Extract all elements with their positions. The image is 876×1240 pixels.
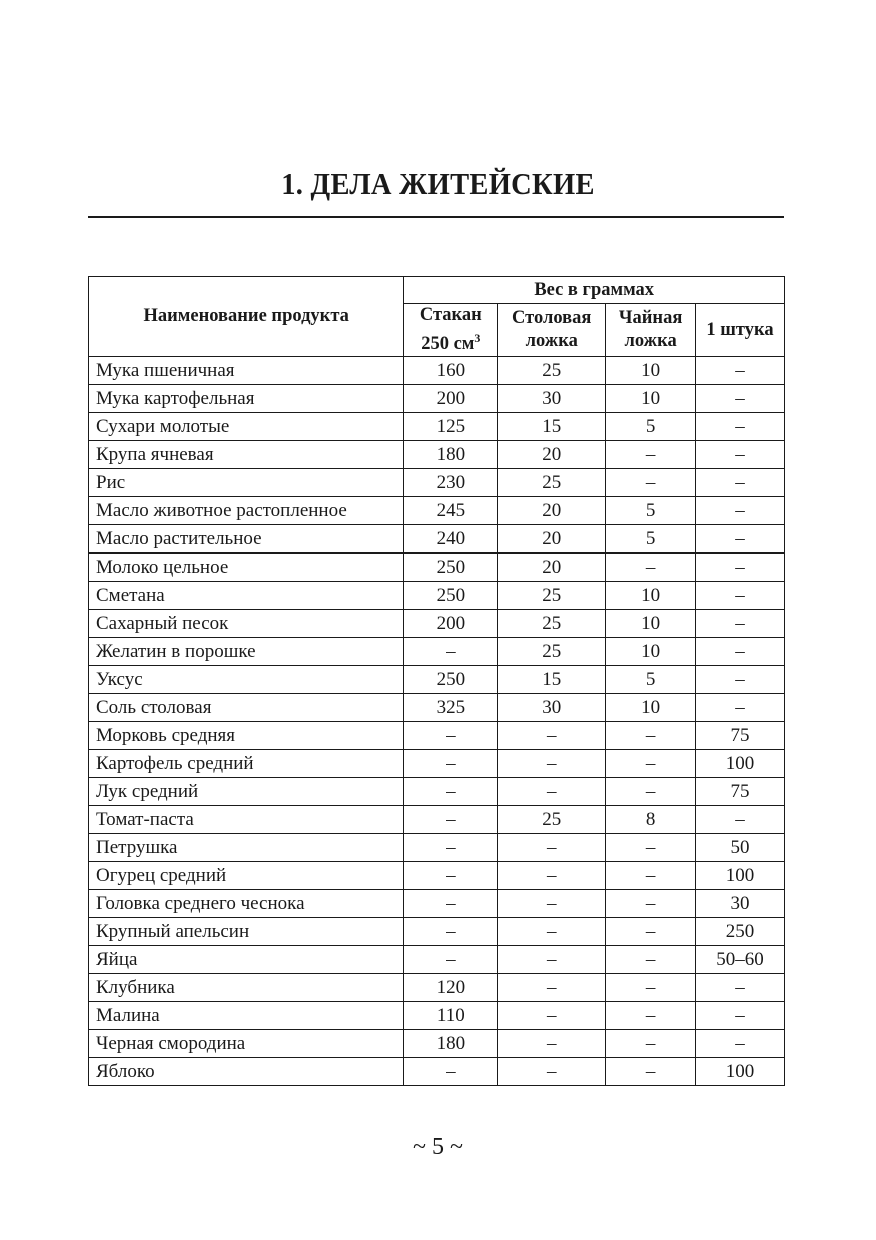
table-row xyxy=(89,834,785,862)
weight-cell-tbsp: 15 xyxy=(498,666,606,694)
product-name-cell: Петрушка xyxy=(89,834,404,862)
table-row xyxy=(89,413,785,441)
weight-cell-tsp: – xyxy=(606,834,696,862)
header-teaspoon xyxy=(606,304,696,357)
table-row xyxy=(89,1002,785,1030)
header-glass xyxy=(404,304,498,357)
weight-cell-tsp: – xyxy=(606,778,696,806)
weight-cell-tsp: 10 xyxy=(606,638,696,666)
weight-cell-piece: – xyxy=(696,610,785,638)
product-name-cell: Масло животное растопленное xyxy=(89,497,404,525)
weight-cell-glass: – xyxy=(404,918,498,946)
weight-cell-piece: – xyxy=(696,1030,785,1058)
table-row xyxy=(89,553,785,582)
table-row xyxy=(89,722,785,750)
weight-cell-tbsp: – xyxy=(498,722,606,750)
product-name-cell: Желатин в порошке xyxy=(89,638,404,666)
table-row xyxy=(89,1058,785,1086)
weight-cell-piece: – xyxy=(696,385,785,413)
product-name-cell: Крупа ячневая xyxy=(89,441,404,469)
product-name-cell: Головка среднего чеснока xyxy=(89,890,404,918)
product-name-cell: Яблоко xyxy=(89,1058,404,1086)
weight-cell-tsp: – xyxy=(606,890,696,918)
table-row xyxy=(89,638,785,666)
weight-cell-glass: 240 xyxy=(404,525,498,554)
weight-cell-tsp: 10 xyxy=(606,610,696,638)
weight-cell-tbsp: 25 xyxy=(498,610,606,638)
weight-cell-piece: – xyxy=(696,413,785,441)
weight-cell-tsp: 10 xyxy=(606,582,696,610)
weight-cell-tbsp: – xyxy=(498,918,606,946)
table-row xyxy=(89,385,785,413)
weight-cell-piece: 75 xyxy=(696,778,785,806)
table-row xyxy=(89,1030,785,1058)
weight-cell-tsp: – xyxy=(606,918,696,946)
weight-cell-piece: 75 xyxy=(696,722,785,750)
weight-cell-tsp: – xyxy=(606,722,696,750)
product-name-cell: Сухари молотые xyxy=(89,413,404,441)
weight-cell-piece: 100 xyxy=(696,1058,785,1086)
header-teaspoon-line1: Чайная xyxy=(618,308,683,329)
weight-cell-tbsp: – xyxy=(498,946,606,974)
weight-cell-piece: – xyxy=(696,1002,785,1030)
title-underline xyxy=(88,216,784,218)
product-name-cell: Уксус xyxy=(89,666,404,694)
product-name-cell: Соль столовая xyxy=(89,694,404,722)
weight-cell-piece: 50 xyxy=(696,834,785,862)
weight-cell-tbsp: – xyxy=(498,778,606,806)
weight-cell-piece: 30 xyxy=(696,890,785,918)
table-row xyxy=(89,862,785,890)
header-tablespoon-line1: Столовая xyxy=(512,308,592,329)
weight-cell-piece: – xyxy=(696,694,785,722)
weight-cell-tsp: 10 xyxy=(606,385,696,413)
table-row xyxy=(89,610,785,638)
weight-cell-piece: 100 xyxy=(696,862,785,890)
weight-cell-tsp: – xyxy=(606,1002,696,1030)
product-name-cell: Молоко цельное xyxy=(89,553,404,582)
product-name-cell: Морковь средняя xyxy=(89,722,404,750)
weight-cell-tsp: – xyxy=(606,1030,696,1058)
weight-cell-tsp: – xyxy=(606,974,696,1002)
weight-cell-tbsp: – xyxy=(498,1030,606,1058)
product-name-cell: Томат-паста xyxy=(89,806,404,834)
table-row xyxy=(89,890,785,918)
weight-cell-piece: – xyxy=(696,666,785,694)
table-row xyxy=(89,694,785,722)
weight-cell-glass: 250 xyxy=(404,582,498,610)
weight-cell-tsp: – xyxy=(606,750,696,778)
header-glass-label: Стакан xyxy=(419,305,482,325)
weight-cell-tsp: 8 xyxy=(606,806,696,834)
weight-cell-piece: 100 xyxy=(696,750,785,778)
header-glass-volume-sup: 3 xyxy=(474,331,481,345)
weight-cell-glass: 180 xyxy=(404,1030,498,1058)
weight-cell-tsp: – xyxy=(606,553,696,582)
weight-cell-tsp: 5 xyxy=(606,413,696,441)
header-piece: 1 штука xyxy=(696,304,785,357)
weight-cell-tbsp: – xyxy=(498,974,606,1002)
table-row xyxy=(89,525,785,554)
table-row xyxy=(89,666,785,694)
product-name-cell: Сметана xyxy=(89,582,404,610)
weight-cell-glass: 160 xyxy=(404,357,498,385)
weight-cell-tbsp: 20 xyxy=(498,497,606,525)
product-name-cell: Крупный апельсин xyxy=(89,918,404,946)
table-header xyxy=(89,277,785,357)
weight-cell-piece: – xyxy=(696,638,785,666)
weight-cell-glass: 200 xyxy=(404,610,498,638)
weight-cell-tsp: – xyxy=(606,469,696,497)
weight-cell-glass: – xyxy=(404,722,498,750)
header-glass-volume: 250 см xyxy=(421,334,475,355)
weight-cell-tbsp: 25 xyxy=(498,469,606,497)
table-body xyxy=(89,357,785,1086)
product-name-cell: Огурец средний xyxy=(89,862,404,890)
product-name-cell: Рис xyxy=(89,469,404,497)
weight-cell-piece: – xyxy=(696,553,785,582)
page-number: ~ 5 ~ xyxy=(413,1134,463,1160)
page-title: 1. ДЕЛА ЖИТЕЙСКИЕ xyxy=(281,166,595,201)
weight-cell-tbsp: – xyxy=(498,1058,606,1086)
weight-cell-glass: – xyxy=(404,1058,498,1086)
weight-cell-tsp: 5 xyxy=(606,497,696,525)
weight-cell-piece: – xyxy=(696,806,785,834)
weight-cell-glass: 325 xyxy=(404,694,498,722)
weight-cell-tbsp: – xyxy=(498,750,606,778)
product-weight-table xyxy=(88,276,785,1086)
product-name-cell: Картофель средний xyxy=(89,750,404,778)
weight-cell-tbsp: 20 xyxy=(498,553,606,582)
product-name-cell: Клубника xyxy=(89,974,404,1002)
table-row xyxy=(89,750,785,778)
weight-cell-tsp: 5 xyxy=(606,525,696,554)
weight-cell-glass: – xyxy=(404,778,498,806)
table-row xyxy=(89,974,785,1002)
weight-cell-piece: – xyxy=(696,582,785,610)
table-row xyxy=(89,806,785,834)
table-row xyxy=(89,469,785,497)
weight-cell-tsp: – xyxy=(606,1058,696,1086)
product-name-cell: Сахарный песок xyxy=(89,610,404,638)
weight-cell-glass: 180 xyxy=(404,441,498,469)
header-product-name: Наименование продукта xyxy=(89,277,404,357)
weight-cell-tsp: – xyxy=(606,946,696,974)
weight-cell-glass: 245 xyxy=(404,497,498,525)
weight-cell-glass: – xyxy=(404,834,498,862)
weight-cell-tbsp: 25 xyxy=(498,357,606,385)
table-row xyxy=(89,497,785,525)
weight-cell-tsp: 10 xyxy=(606,694,696,722)
weight-cell-tsp: – xyxy=(606,441,696,469)
weight-cell-glass: – xyxy=(404,890,498,918)
weight-cell-tbsp: 25 xyxy=(498,582,606,610)
table-row xyxy=(89,918,785,946)
weight-cell-tbsp: 20 xyxy=(498,525,606,554)
weight-cell-tbsp: 15 xyxy=(498,413,606,441)
weight-cell-glass: 200 xyxy=(404,385,498,413)
product-name-cell: Мука пшеничная xyxy=(89,357,404,385)
weight-cell-piece: – xyxy=(696,497,785,525)
weight-cell-glass: – xyxy=(404,638,498,666)
weight-cell-tsp: 5 xyxy=(606,666,696,694)
weight-cell-tsp: 10 xyxy=(606,357,696,385)
weight-cell-glass: – xyxy=(404,862,498,890)
weight-cell-tbsp: – xyxy=(498,862,606,890)
weight-cell-tbsp: 25 xyxy=(498,806,606,834)
table-row xyxy=(89,778,785,806)
product-name-cell: Малина xyxy=(89,1002,404,1030)
weight-cell-piece: 250 xyxy=(696,918,785,946)
weight-cell-glass: – xyxy=(404,806,498,834)
weight-cell-piece: 50–60 xyxy=(696,946,785,974)
weight-cell-glass: 110 xyxy=(404,1002,498,1030)
product-name-cell: Масло растительное xyxy=(89,525,404,554)
header-teaspoon-line2: ложка xyxy=(624,331,677,352)
table-row xyxy=(89,441,785,469)
weight-cell-glass: – xyxy=(404,750,498,778)
weight-cell-tsp: – xyxy=(606,862,696,890)
weight-cell-glass: 250 xyxy=(404,666,498,694)
product-name-cell: Черная смородина xyxy=(89,1030,404,1058)
product-name-cell: Яйца xyxy=(89,946,404,974)
weight-cell-piece: – xyxy=(696,357,785,385)
weight-cell-glass: 250 xyxy=(404,553,498,582)
weight-cell-glass: 125 xyxy=(404,413,498,441)
product-name-cell: Лук средний xyxy=(89,778,404,806)
header-tablespoon-line2: ложка xyxy=(525,331,578,352)
weight-cell-glass: 230 xyxy=(404,469,498,497)
weight-cell-glass: – xyxy=(404,946,498,974)
weight-cell-tbsp: 25 xyxy=(498,638,606,666)
weight-cell-piece: – xyxy=(696,441,785,469)
weight-cell-tbsp: – xyxy=(498,1002,606,1030)
weight-cell-tbsp: 30 xyxy=(498,385,606,413)
weight-cell-tbsp: 20 xyxy=(498,441,606,469)
weight-cell-piece: – xyxy=(696,469,785,497)
header-tablespoon xyxy=(498,304,606,357)
weight-cell-piece: – xyxy=(696,525,785,554)
table-row xyxy=(89,582,785,610)
table-row xyxy=(89,357,785,385)
product-name-cell: Мука картофельная xyxy=(89,385,404,413)
header-weight-group: Вес в граммах xyxy=(404,277,785,304)
weight-cell-piece: – xyxy=(696,974,785,1002)
weight-cell-tbsp: – xyxy=(498,834,606,862)
weight-cell-glass: 120 xyxy=(404,974,498,1002)
table-row xyxy=(89,946,785,974)
weight-cell-tbsp: – xyxy=(498,890,606,918)
weight-cell-tbsp: 30 xyxy=(498,694,606,722)
